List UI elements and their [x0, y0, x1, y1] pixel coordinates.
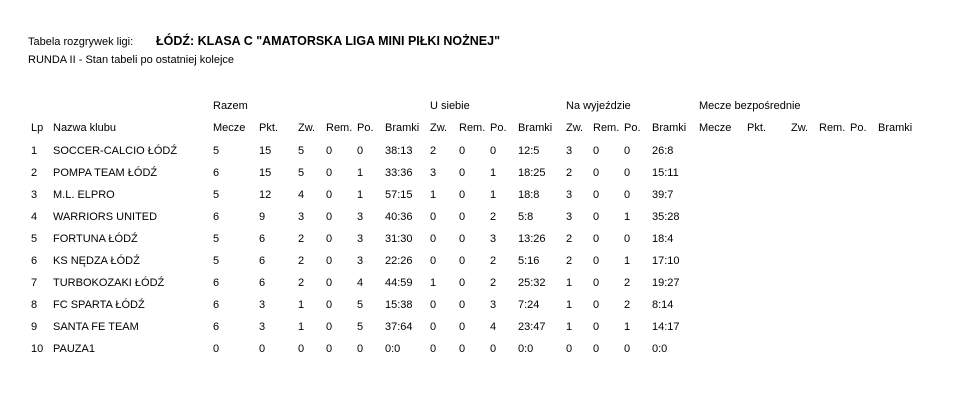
stat-cell	[878, 272, 956, 294]
stat-cell	[791, 162, 819, 184]
stat-cell	[850, 272, 878, 294]
stat-cell: 0:0	[518, 343, 534, 355]
round-subtitle: RUNDA II - Stan tabeli po ostatniej kolejce	[28, 54, 235, 66]
stat-cell	[747, 294, 791, 316]
stat-cell	[819, 294, 850, 316]
stat-cell: 1	[357, 167, 364, 179]
stat-cell	[878, 140, 956, 162]
col-header-wyjazd-rem: Rem.	[593, 122, 620, 134]
stat-cell	[878, 184, 956, 206]
stat-cell: 0	[459, 321, 466, 333]
stat-cell: 0	[459, 189, 466, 201]
stat-cell: 3	[357, 211, 364, 223]
stat-cell	[819, 228, 850, 250]
stat-cell: 6	[259, 277, 266, 289]
stat-cell	[819, 206, 850, 228]
stat-cell	[850, 338, 878, 360]
club-name-cell: WARRIORS UNITED	[53, 211, 158, 223]
standings-table	[31, 96, 956, 360]
stat-cell: 12:5	[518, 145, 540, 157]
stat-cell	[699, 228, 747, 250]
col-header-bezposrednie-mecze: Mecze	[699, 122, 732, 134]
stat-cell: 44:59	[385, 277, 413, 289]
column-header-row	[31, 116, 956, 140]
stat-cell	[878, 162, 956, 184]
stat-cell	[747, 140, 791, 162]
stat-cell	[699, 184, 747, 206]
stat-cell: 0	[459, 277, 466, 289]
stat-cell: 0	[624, 145, 631, 157]
stat-cell: 0:0	[385, 343, 401, 355]
stat-cell	[819, 316, 850, 338]
group-header-row	[31, 96, 956, 116]
stat-cell	[850, 250, 878, 272]
stat-cell	[791, 272, 819, 294]
stat-cell	[850, 162, 878, 184]
stat-cell: 2	[298, 277, 305, 289]
stat-cell	[791, 184, 819, 206]
rank-cell: 5	[31, 233, 38, 245]
stat-cell	[819, 184, 850, 206]
table-body	[31, 140, 956, 360]
stat-cell: 18:4	[652, 233, 674, 245]
stat-cell: 6	[213, 321, 220, 333]
stat-cell: 15	[259, 167, 272, 179]
stat-cell: 0	[490, 145, 497, 157]
stat-cell: 6	[259, 233, 266, 245]
stat-cell: 0	[593, 189, 600, 201]
stat-cell: 0	[624, 167, 631, 179]
stat-cell: 1	[490, 189, 497, 201]
stat-cell: 0	[459, 211, 466, 223]
stat-cell: 1	[430, 189, 437, 201]
table-row	[31, 162, 956, 184]
stat-cell: 0	[326, 255, 333, 267]
stat-cell	[747, 272, 791, 294]
stat-cell: 37:64	[385, 321, 413, 333]
league-title: ŁÓDŹ: KLASA C "AMATORSKA LIGA MINI PIŁKI NOŻNEJ"	[156, 34, 501, 48]
stat-cell: 0	[326, 233, 333, 245]
stat-cell: 15	[259, 145, 272, 157]
stat-cell: 5	[357, 299, 364, 311]
stat-cell	[747, 338, 791, 360]
col-header-razem-zw: Zw.	[298, 122, 316, 134]
club-name-cell: SANTA FE TEAM	[53, 321, 139, 333]
stat-cell: 3	[357, 255, 364, 267]
table-row	[31, 338, 956, 360]
stat-cell	[699, 250, 747, 272]
stat-cell: 0	[430, 321, 437, 333]
stat-cell: 4	[490, 321, 497, 333]
stat-cell: 8:14	[652, 299, 674, 311]
stat-cell: 0	[430, 233, 437, 245]
table-row	[31, 184, 956, 206]
stat-cell: 0	[326, 167, 333, 179]
stat-cell	[819, 162, 850, 184]
stat-cell	[878, 294, 956, 316]
col-header-bezposrednie-bramki: Bramki	[878, 122, 913, 134]
col-header-razem-mecze: Mecze	[213, 122, 246, 134]
stat-cell: 19:27	[652, 277, 680, 289]
stat-cell: 2	[490, 211, 497, 223]
stat-cell	[878, 338, 956, 360]
stat-cell	[819, 338, 850, 360]
stat-cell: 0	[459, 299, 466, 311]
stat-cell: 2	[490, 255, 497, 267]
col-header-razem-pkt: Pkt.	[259, 122, 278, 134]
stat-cell: 0	[357, 145, 364, 157]
stat-cell: 0	[459, 145, 466, 157]
table-row	[31, 316, 956, 338]
rank-cell: 9	[31, 321, 38, 333]
stat-cell: 5	[213, 255, 220, 267]
stat-cell	[850, 206, 878, 228]
stat-cell	[699, 140, 747, 162]
stat-cell: 15:11	[652, 167, 679, 179]
stat-cell: 0	[459, 255, 466, 267]
rank-cell: 8	[31, 299, 38, 311]
stat-cell: 57:15	[385, 189, 413, 201]
stat-cell: 2	[566, 233, 573, 245]
stat-cell: 3	[357, 233, 364, 245]
club-name-cell: TURBOKOZAKI ŁÓDŹ	[53, 277, 165, 289]
stat-cell: 0	[624, 233, 631, 245]
stat-cell: 2	[566, 255, 573, 267]
group-header-mecze-bezposrednie: Mecze bezpośrednie	[699, 100, 801, 112]
stat-cell: 5:16	[518, 255, 540, 267]
col-header-usiebie-bramki: Bramki	[518, 122, 553, 134]
rank-cell: 1	[31, 145, 38, 157]
stat-cell: 0	[326, 299, 333, 311]
stat-cell	[850, 316, 878, 338]
col-header-bezposrednie-rem: Rem.	[819, 122, 846, 134]
stat-cell	[850, 140, 878, 162]
stat-cell	[878, 250, 956, 272]
stat-cell: 0	[459, 233, 466, 245]
stat-cell: 1	[298, 321, 305, 333]
stat-cell: 0	[459, 343, 466, 355]
table-row	[31, 206, 956, 228]
stat-cell: 0	[259, 343, 266, 355]
stat-cell: 5	[213, 189, 220, 201]
rank-cell: 2	[31, 167, 38, 179]
stat-cell: 1	[624, 321, 631, 333]
stat-cell	[791, 206, 819, 228]
stat-cell: 3	[566, 145, 573, 157]
stat-cell	[699, 294, 747, 316]
stat-cell: 1	[624, 255, 631, 267]
stat-cell	[699, 162, 747, 184]
col-header-razem-bramki: Bramki	[385, 122, 420, 134]
stat-cell: 5	[298, 145, 305, 157]
col-header-usiebie-po: Po.	[490, 122, 507, 134]
stat-cell	[791, 294, 819, 316]
stat-cell: 5	[213, 145, 220, 157]
stat-cell: 0	[326, 321, 333, 333]
stat-cell: 0	[326, 343, 333, 355]
stat-cell: 40:36	[385, 211, 413, 223]
club-name-cell: POMPA TEAM ŁÓDŹ	[53, 167, 158, 179]
stat-cell: 6	[213, 211, 220, 223]
stat-cell	[699, 338, 747, 360]
stat-cell	[747, 206, 791, 228]
rank-cell: 10	[31, 343, 44, 355]
col-header-usiebie-rem: Rem.	[459, 122, 486, 134]
stat-cell: 2	[624, 277, 631, 289]
stat-cell: 0	[326, 145, 333, 157]
group-header-u-siebie: U siebie	[430, 100, 470, 112]
stat-cell	[747, 250, 791, 272]
stat-cell: 5	[213, 233, 220, 245]
stat-cell: 5:8	[518, 211, 534, 223]
stat-cell	[878, 206, 956, 228]
col-header-wyjazd-po: Po.	[624, 122, 641, 134]
stat-cell: 2	[490, 277, 497, 289]
club-name-cell: SOCCER-CALCIO ŁÓDŹ	[53, 145, 178, 157]
stat-cell: 38:13	[385, 145, 413, 157]
stat-cell: 33:36	[385, 167, 413, 179]
stat-cell	[850, 294, 878, 316]
stat-cell	[819, 272, 850, 294]
stat-cell: 0	[593, 299, 600, 311]
stat-cell	[819, 140, 850, 162]
stat-cell	[699, 206, 747, 228]
stat-cell	[791, 250, 819, 272]
club-name-cell: FC SPARTA ŁÓDŹ	[53, 299, 145, 311]
stat-cell: 3	[490, 233, 497, 245]
stat-cell: 0	[430, 255, 437, 267]
stat-cell: 1	[298, 299, 305, 311]
group-header-razem: Razem	[213, 100, 248, 112]
stat-cell: 0	[593, 167, 600, 179]
stat-cell: 39:7	[652, 189, 674, 201]
club-name-cell: PAUZA1	[53, 343, 95, 355]
stat-cell: 23:47	[518, 321, 546, 333]
stat-cell: 31:30	[385, 233, 413, 245]
stat-cell: 0	[459, 167, 466, 179]
club-name-cell: FORTUNA ŁÓDŹ	[53, 233, 138, 245]
stat-cell: 17:10	[652, 255, 680, 267]
stat-cell: 0	[430, 299, 437, 311]
stat-cell: 5	[357, 321, 364, 333]
stat-cell: 4	[357, 277, 364, 289]
stat-cell	[699, 272, 747, 294]
stat-cell	[850, 184, 878, 206]
stat-cell: 14:17	[652, 321, 680, 333]
stat-cell: 18:25	[518, 167, 546, 179]
rank-cell: 4	[31, 211, 38, 223]
stat-cell: 3	[259, 299, 266, 311]
stat-cell: 35:28	[652, 211, 680, 223]
col-header-bezposrednie-zw: Zw.	[791, 122, 809, 134]
stat-cell: 2	[624, 299, 631, 311]
stat-cell	[791, 316, 819, 338]
stat-cell: 15:38	[385, 299, 413, 311]
col-header-razem-po: Po.	[357, 122, 374, 134]
stat-cell: 4	[298, 189, 305, 201]
stat-cell	[747, 184, 791, 206]
col-header-bezposrednie-po: Po.	[850, 122, 867, 134]
stat-cell: 3	[566, 189, 573, 201]
club-name-cell: KS NĘDZA ŁÓDŹ	[53, 255, 140, 267]
col-header-bezposrednie-pkt: Pkt.	[747, 122, 766, 134]
stat-cell: 22:26	[385, 255, 413, 267]
stat-cell	[699, 316, 747, 338]
stat-cell: 1	[566, 299, 573, 311]
stat-cell: 7:24	[518, 299, 540, 311]
stat-cell: 2	[566, 167, 573, 179]
stat-cell: 6	[213, 299, 220, 311]
stat-cell: 6	[259, 255, 266, 267]
stat-cell: 0	[357, 343, 364, 355]
stat-cell: 26:8	[652, 145, 674, 157]
stat-cell: 18:8	[518, 189, 540, 201]
stat-cell	[878, 316, 956, 338]
stat-cell: 0	[593, 321, 600, 333]
table-row	[31, 140, 956, 162]
stat-cell: 0	[326, 277, 333, 289]
stat-cell: 6	[213, 277, 220, 289]
rank-cell: 6	[31, 255, 38, 267]
stat-cell	[747, 316, 791, 338]
stat-cell: 0	[593, 277, 600, 289]
stat-cell: 1	[357, 189, 364, 201]
stat-cell	[819, 250, 850, 272]
table-row	[31, 228, 956, 250]
col-header-wyjazd-bramki: Bramki	[652, 122, 687, 134]
stat-cell: 0:0	[652, 343, 668, 355]
stat-cell: 12	[259, 189, 272, 201]
rank-cell: 7	[31, 277, 38, 289]
stat-cell	[791, 140, 819, 162]
col-header-wyjazd-zw: Zw.	[566, 122, 584, 134]
stat-cell: 1	[430, 277, 437, 289]
stat-cell: 3	[298, 211, 305, 223]
stat-cell: 0	[593, 255, 600, 267]
stat-cell: 1	[566, 321, 573, 333]
table-row	[31, 250, 956, 272]
stat-cell: 0	[624, 343, 631, 355]
col-header-razem-rem: Rem.	[326, 122, 353, 134]
stat-cell	[850, 228, 878, 250]
stat-cell: 0	[593, 145, 600, 157]
stat-cell: 3	[430, 167, 437, 179]
stat-cell: 5	[298, 167, 305, 179]
stat-cell: 0	[593, 211, 600, 223]
table-row	[31, 272, 956, 294]
col-header-nazwa-klubu: Nazwa klubu	[53, 122, 116, 134]
stat-cell	[878, 228, 956, 250]
stat-cell: 1	[490, 167, 497, 179]
col-header-usiebie-zw: Zw.	[430, 122, 448, 134]
stat-cell: 0	[490, 343, 497, 355]
stat-cell: 0	[624, 189, 631, 201]
stat-cell: 0	[326, 211, 333, 223]
stat-cell: 1	[566, 277, 573, 289]
group-header-na-wyjezdzie: Na wyjeździe	[566, 100, 631, 112]
stat-cell: 1	[624, 211, 631, 223]
stat-cell	[791, 228, 819, 250]
club-name-cell: M.L. ELPRO	[53, 189, 115, 201]
col-header-lp: Lp	[31, 122, 44, 134]
stat-cell: 0	[213, 343, 220, 355]
stat-cell	[791, 338, 819, 360]
stat-cell: 3	[490, 299, 497, 311]
table-row	[31, 294, 956, 316]
stat-cell: 13:26	[518, 233, 546, 245]
stat-cell: 2	[298, 255, 305, 267]
stat-cell: 0	[430, 343, 437, 355]
stat-cell: 0	[593, 343, 600, 355]
stat-cell: 0	[298, 343, 305, 355]
stat-cell	[747, 228, 791, 250]
stat-cell: 2	[298, 233, 305, 245]
stat-cell: 0	[326, 189, 333, 201]
stat-cell: 3	[259, 321, 266, 333]
stat-cell: 0	[566, 343, 573, 355]
stat-cell: 0	[593, 233, 600, 245]
table-type-label: Tabela rozgrywek ligi:	[28, 36, 134, 48]
stat-cell: 0	[430, 211, 437, 223]
stat-cell	[747, 162, 791, 184]
stat-cell: 3	[566, 211, 573, 223]
stat-cell: 25:32	[518, 277, 546, 289]
stat-cell: 6	[213, 167, 220, 179]
rank-cell: 3	[31, 189, 38, 201]
stat-cell: 2	[430, 145, 437, 157]
stat-cell: 9	[259, 211, 266, 223]
